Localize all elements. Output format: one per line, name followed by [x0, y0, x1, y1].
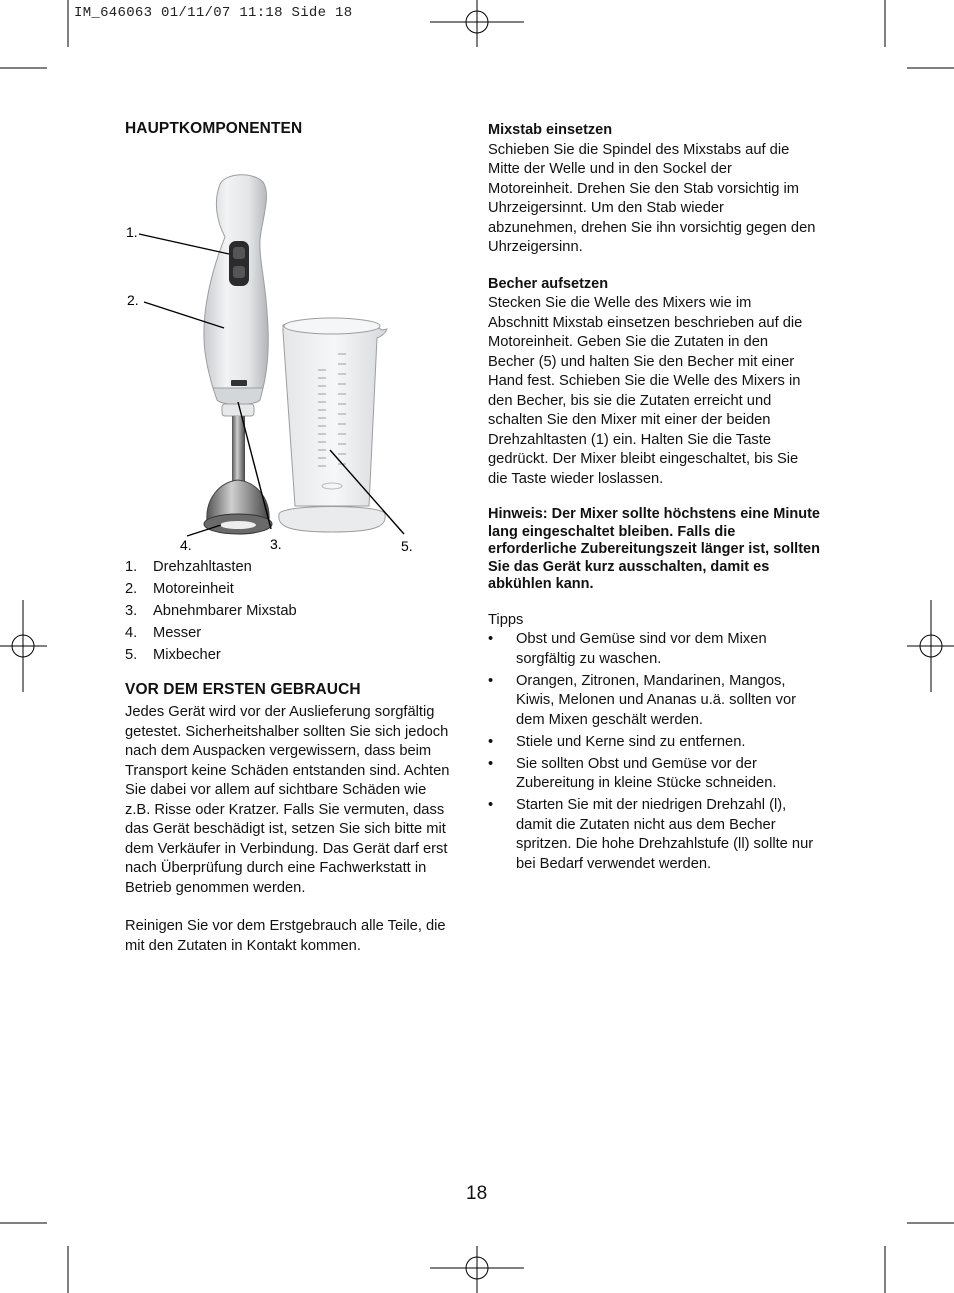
paragraph-cleaning: Reinigen Sie vor dem Erstgebrauch alle Teile, die mit den Zutaten in Kontakt kommen.: [125, 918, 446, 954]
bullet-icon: •: [488, 797, 494, 813]
registration-mark-bottom: [430, 1246, 524, 1293]
print-slug: IM_646063 01/11/07 11:18 Side 18: [74, 5, 353, 21]
bullet-icon: •: [488, 733, 494, 750]
heading-becher-aufsetzen: Becher aufsetzen: [488, 275, 609, 292]
list-item: 5. Mixbecher: [125, 647, 221, 663]
paragraph-becher: Stecken Sie die Welle des Mixers wie im Abschnitt Mixstab einsetzen beschrieben auf die Motoreinheit. Geben Sie die Zutaten in den Becher (5) und halten Sie den Becher mit einer Hand fest. Schieben Sie die Welle des Mixers in den Becher, bis sie die Zutaten erreicht und schalten Sie den Mixer mit einer der beiden Drehzahltasten (1) ein. Halten Sie die Taste gedrückt. Der Mixer bleibt eingeschaltet, bis Sie die Taste wieder loslassen.: [488, 295, 803, 487]
callout-5: 5.: [401, 538, 413, 554]
paragraph-mixstab: Schieben Sie die Spindel des Mixstabs auf die Mitte der Welle und in den Sockel der Motoreinheit. Drehen Sie den Stab vorsichtig im Uhrzeigersinnt. Um den Stab wieder abzunehmen, drehen Sie ihn vorsichtig gegen den Uhrzeigersinn.: [488, 141, 816, 255]
registration-mark-left: [0, 600, 47, 692]
list-item: • Orangen, Zitronen, Mandarinen, Mangos, Kiwis, Melonen und Ananas u.ä. sollten vor dem Mixen geschält werden.: [488, 672, 833, 731]
callout-2: 2.: [127, 292, 139, 308]
callout-4: 4.: [180, 537, 192, 553]
tipps-list: [488, 630, 833, 874]
measuring-beaker: [279, 318, 387, 532]
bullet-icon: •: [488, 672, 494, 689]
paragraph-inspection: Jedes Gerät wird vor der Auslieferung sorgfältig getestet. Sicherheitshalber sollten Sie sich jedoch nach dem Auspacken vergewissern, dass beim Transport keine Schäden entstanden sind. Achten Sie dabei vor allem auf sichtbare Schäden wie z.B. Risse oder Kratzer. Falls Sie vermuten, dass das Gerät beschädigt ist, setzen Sie sich bitte mit dem Verkäufer in Verbindung. Das Gerät darf erst nach Überprüfung durch eine Fachwerkstatt in Betrieb genommen werden.: [125, 704, 450, 896]
heading-mixstab-einsetzen: Mixstab einsetzen: [488, 122, 613, 138]
list-item: • Starten Sie mit der niedrigen Drehzahl (l), damit die Zutaten nicht aus dem Becher spritzen. Die hohe Drehzahlstufe (ll) sollte nur bei Bedarf verwendet werden.: [488, 796, 833, 874]
components-list: [125, 556, 470, 666]
motor-unit: [204, 175, 268, 416]
right-column: [488, 121, 833, 877]
list-item: • Stiele und Kerne sind zu entfernen.: [488, 733, 833, 753]
page-number: 18: [466, 1183, 488, 1204]
blender-shaft: [204, 416, 272, 534]
registration-mark-right: [907, 600, 954, 692]
callout-3: 3.: [270, 536, 282, 552]
list-item: • Sie sollten Obst und Gemüse vor der Zubereitung in kleine Stücke schneiden.: [488, 755, 833, 794]
left-column: [125, 120, 470, 956]
bullet-icon: •: [488, 755, 494, 772]
list-item: 4. Messer: [125, 625, 202, 641]
bullet-icon: •: [488, 631, 494, 647]
list-item: 2. Motoreinheit: [125, 581, 234, 597]
section-title-vor-dem-ersten-gebrauch: VOR DEM ERSTEN GEBRAUCH: [125, 681, 361, 698]
list-item: 3. Abnehmbarer Mixstab: [125, 603, 297, 619]
callout-1: 1.: [126, 224, 138, 240]
product-figure: [125, 142, 470, 554]
registration-mark-top: [430, 0, 524, 47]
hinweis-note: Hinweis: Der Mixer sollte höchstens eine Minute lang eingeschaltet bleiben. Falls die erforderliche Zubereitungszeit länger ist, sollten Sie das Gerät kurz ausschalten, damit es abkühlen kann.: [488, 506, 820, 592]
heading-tipps: Tipps: [488, 611, 524, 628]
list-item: 1. Drehzahltasten: [125, 559, 252, 575]
list-item: • Obst und Gemüse sind vor dem Mixen sorgfältig zu waschen.: [488, 630, 833, 669]
hand-blender-illustration: [125, 142, 470, 554]
section-title-hauptkomponenten: HAUPTKOMPONENTEN: [125, 120, 303, 137]
